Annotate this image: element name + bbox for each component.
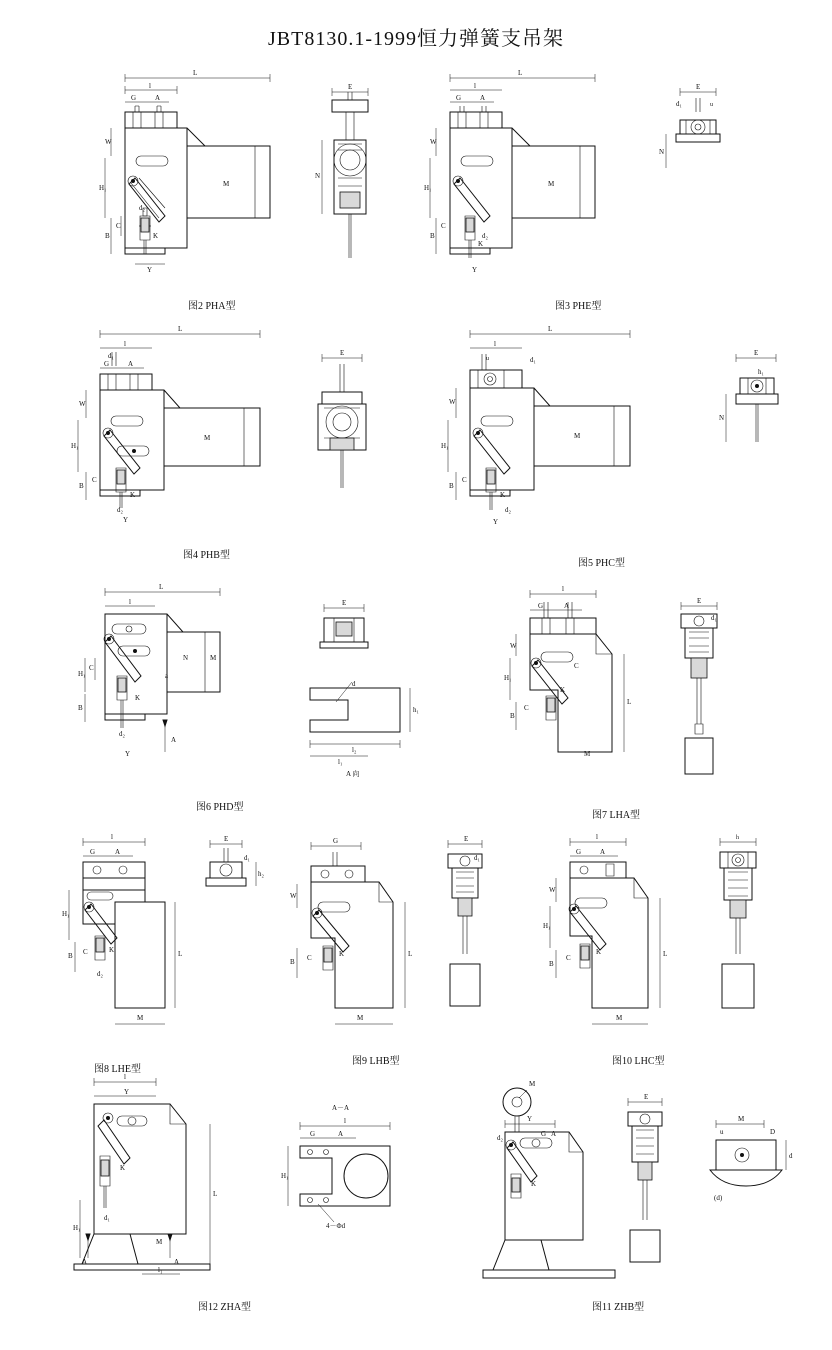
svg-text:M: M bbox=[210, 654, 217, 662]
figure-caption: 图3 PHE型 bbox=[555, 301, 602, 312]
svg-text:d: d bbox=[789, 1152, 793, 1160]
svg-text:E: E bbox=[754, 349, 759, 357]
figure-caption: 图2 PHA型 bbox=[188, 301, 236, 312]
svg-text:L: L bbox=[663, 950, 668, 958]
svg-text:H₁: H₁ bbox=[78, 670, 86, 678]
figure-lhb bbox=[275, 828, 425, 1043]
svg-text:L: L bbox=[548, 325, 553, 333]
svg-text:l₂: l₂ bbox=[352, 746, 357, 754]
svg-text:d₁: d₁ bbox=[711, 614, 717, 622]
svg-text:C: C bbox=[83, 948, 88, 956]
svg-text:A: A bbox=[155, 94, 161, 102]
figure-caption: 图9 LHB型 bbox=[352, 1056, 400, 1067]
svg-text:W: W bbox=[549, 886, 556, 894]
svg-text:K: K bbox=[531, 1180, 537, 1188]
svg-text:H₁: H₁ bbox=[424, 184, 432, 192]
svg-text:Y: Y bbox=[123, 516, 129, 524]
svg-text:C: C bbox=[566, 954, 571, 962]
svg-text:M: M bbox=[616, 1014, 623, 1022]
svg-text:h: h bbox=[736, 835, 739, 841]
svg-text:h₁: h₁ bbox=[413, 706, 419, 714]
figure-phd bbox=[55, 580, 275, 780]
svg-text:W: W bbox=[449, 398, 456, 406]
figure-phc bbox=[430, 322, 660, 532]
svg-text:K: K bbox=[120, 1164, 126, 1172]
svg-text:d₁: d₁ bbox=[474, 854, 480, 862]
svg-text:H₁: H₁ bbox=[543, 922, 551, 930]
svg-text:M: M bbox=[156, 1238, 163, 1246]
svg-text:B: B bbox=[449, 482, 454, 490]
svg-text:u: u bbox=[710, 102, 713, 108]
svg-text:K: K bbox=[560, 686, 566, 694]
svg-text:G: G bbox=[90, 848, 96, 856]
figure-caption: 图11 ZHB型 bbox=[592, 1302, 645, 1313]
svg-text:Y: Y bbox=[527, 1115, 533, 1123]
figure-phb-side-view bbox=[300, 346, 390, 496]
svg-text:B: B bbox=[290, 958, 295, 966]
svg-text:L: L bbox=[159, 583, 164, 591]
svg-text:d₂: d₂ bbox=[117, 506, 123, 514]
svg-text:E: E bbox=[340, 349, 345, 357]
svg-text:M: M bbox=[548, 180, 555, 188]
svg-text:N: N bbox=[719, 414, 725, 422]
svg-text:H₁: H₁ bbox=[73, 1224, 81, 1232]
svg-text:M: M bbox=[529, 1080, 536, 1088]
svg-text:h₂: h₂ bbox=[258, 870, 264, 878]
svg-text:l: l bbox=[344, 1117, 346, 1125]
svg-text:M: M bbox=[574, 432, 581, 440]
svg-text:l: l bbox=[474, 82, 476, 90]
figure-caption: 图12 ZHA型 bbox=[198, 1302, 252, 1313]
svg-text:Y: Y bbox=[125, 750, 131, 758]
svg-text:K: K bbox=[135, 694, 141, 702]
svg-text:K: K bbox=[478, 240, 484, 248]
svg-text:K: K bbox=[109, 946, 115, 954]
svg-text:l: l bbox=[124, 340, 126, 348]
svg-text:A 向: A 向 bbox=[346, 770, 360, 778]
svg-text:B: B bbox=[78, 704, 83, 712]
figure-phe-side-view bbox=[650, 82, 750, 192]
figure-lhb-side-view bbox=[430, 834, 500, 1014]
figure-lha bbox=[500, 580, 650, 780]
svg-text:W: W bbox=[79, 400, 86, 408]
svg-text:N: N bbox=[183, 654, 189, 662]
svg-text:l: l bbox=[149, 82, 151, 90]
svg-text:C: C bbox=[524, 704, 529, 712]
svg-text:h₁: h₁ bbox=[758, 368, 764, 376]
svg-text:Y: Y bbox=[147, 266, 153, 274]
figure-zhb bbox=[455, 1068, 630, 1283]
figure-caption: 图5 PHC型 bbox=[578, 558, 625, 569]
figure-lhc-side-view bbox=[690, 828, 790, 1018]
svg-text:L: L bbox=[213, 1190, 218, 1198]
svg-text:M: M bbox=[137, 1014, 144, 1022]
svg-text:C: C bbox=[92, 476, 97, 484]
svg-text:A: A bbox=[551, 1130, 557, 1138]
figure-lhe-side-view bbox=[190, 834, 270, 904]
figure-phb bbox=[60, 322, 290, 532]
svg-text:G: G bbox=[131, 94, 137, 102]
svg-text:d₂: d₂ bbox=[505, 506, 511, 514]
svg-text:d₂: d₂ bbox=[97, 970, 103, 978]
svg-text:4－Φd: 4－Φd bbox=[326, 1222, 346, 1230]
svg-text:H₁: H₁ bbox=[441, 442, 449, 450]
figure-phe bbox=[420, 68, 615, 283]
svg-text:d₂: d₂ bbox=[497, 1134, 503, 1142]
svg-text:A: A bbox=[128, 360, 134, 368]
figure-zhb-base-detail bbox=[690, 1110, 800, 1220]
figure-lha-side-view bbox=[655, 596, 745, 781]
svg-text:l₁: l₁ bbox=[338, 758, 343, 766]
figure-caption: 图6 PHD型 bbox=[196, 802, 244, 813]
svg-text:C: C bbox=[116, 222, 121, 230]
svg-text:H₁: H₁ bbox=[71, 442, 79, 450]
svg-text:E: E bbox=[464, 835, 469, 843]
svg-text:Y: Y bbox=[124, 1088, 130, 1096]
figure-caption: 图10 LHC型 bbox=[612, 1056, 665, 1067]
svg-text:K: K bbox=[500, 491, 506, 499]
svg-text:B: B bbox=[105, 232, 110, 240]
page-title: JBT8130.1-1999恒力弹簧支吊架 bbox=[268, 28, 564, 50]
svg-text:C: C bbox=[574, 662, 579, 670]
svg-text:E: E bbox=[224, 835, 229, 843]
svg-text:E: E bbox=[697, 597, 702, 605]
figure-zhb-side-view bbox=[610, 1090, 680, 1270]
svg-text:Y: Y bbox=[472, 266, 478, 274]
svg-text:L: L bbox=[178, 950, 183, 958]
svg-text:d₁: d₁ bbox=[244, 854, 250, 862]
svg-text:C: C bbox=[307, 954, 312, 962]
svg-text:D: D bbox=[770, 1128, 776, 1136]
svg-text:C: C bbox=[89, 664, 94, 672]
svg-text:H₁: H₁ bbox=[504, 674, 512, 682]
svg-text:l: l bbox=[111, 833, 113, 841]
figure-lhe bbox=[45, 828, 205, 1043]
svg-text:d₁: d₁ bbox=[104, 1214, 110, 1222]
svg-text:W: W bbox=[510, 642, 517, 650]
svg-text:A: A bbox=[82, 1258, 88, 1266]
svg-text:K: K bbox=[339, 950, 345, 958]
svg-text:L: L bbox=[408, 950, 413, 958]
figure-zha bbox=[60, 1068, 235, 1283]
svg-text:H₁: H₁ bbox=[62, 910, 70, 918]
svg-text:l: l bbox=[129, 598, 131, 606]
svg-text:A: A bbox=[171, 736, 177, 744]
svg-text:Y: Y bbox=[493, 518, 499, 526]
svg-text:u: u bbox=[486, 356, 489, 362]
svg-text:E: E bbox=[348, 83, 353, 91]
figure-caption: 图7 LHA型 bbox=[592, 810, 641, 821]
svg-text:E: E bbox=[696, 83, 701, 91]
svg-text:C: C bbox=[462, 476, 467, 484]
svg-text:l: l bbox=[596, 833, 598, 841]
svg-text:H₁: H₁ bbox=[281, 1172, 289, 1180]
svg-text:A－A: A－A bbox=[332, 1104, 350, 1112]
svg-text:G: G bbox=[310, 1130, 316, 1138]
svg-text:l: l bbox=[124, 1073, 126, 1081]
svg-text:G: G bbox=[576, 848, 582, 856]
svg-text:E: E bbox=[342, 599, 347, 607]
svg-text:B: B bbox=[510, 712, 515, 720]
svg-text:l: l bbox=[494, 340, 496, 348]
svg-text:G: G bbox=[456, 94, 462, 102]
svg-text:K: K bbox=[596, 948, 602, 956]
svg-text:A: A bbox=[600, 848, 606, 856]
figure-phc-side-view bbox=[710, 346, 810, 476]
svg-text:d₁: d₁ bbox=[108, 352, 114, 360]
svg-text:A: A bbox=[338, 1130, 344, 1138]
svg-text:H₁: H₁ bbox=[99, 184, 107, 192]
svg-text:A: A bbox=[174, 1258, 180, 1266]
svg-text:M: M bbox=[357, 1014, 364, 1022]
svg-text:l: l bbox=[562, 585, 564, 593]
svg-text:M: M bbox=[738, 1115, 745, 1123]
figure-lhc bbox=[530, 828, 680, 1043]
svg-text:N: N bbox=[315, 172, 321, 180]
svg-text:B: B bbox=[549, 960, 554, 968]
svg-text:M: M bbox=[204, 434, 211, 442]
svg-text:K: K bbox=[130, 491, 136, 499]
svg-text:(d): (d) bbox=[714, 1194, 723, 1202]
figure-pha bbox=[95, 68, 290, 283]
svg-text:M: M bbox=[584, 750, 591, 758]
figure-pha-side-view bbox=[310, 82, 390, 272]
svg-text:G: G bbox=[541, 1130, 547, 1138]
svg-text:d: d bbox=[352, 680, 356, 688]
svg-text:L: L bbox=[627, 698, 632, 706]
svg-text:B: B bbox=[79, 482, 84, 490]
svg-text:W: W bbox=[430, 138, 437, 146]
svg-text:G: G bbox=[538, 602, 544, 610]
svg-text:d₁: d₁ bbox=[676, 100, 682, 108]
figure-phd-view-a bbox=[290, 672, 420, 778]
svg-text:u: u bbox=[720, 1128, 724, 1136]
svg-text:M: M bbox=[223, 180, 230, 188]
svg-text:N: N bbox=[659, 148, 665, 156]
svg-text:G: G bbox=[104, 360, 110, 368]
figure-zha-section-aa bbox=[270, 1100, 420, 1235]
svg-text:C: C bbox=[441, 222, 446, 230]
svg-text:B: B bbox=[430, 232, 435, 240]
svg-text:A: A bbox=[564, 602, 570, 610]
svg-text:W: W bbox=[290, 892, 297, 900]
svg-text:a: a bbox=[165, 672, 169, 680]
svg-text:B: B bbox=[68, 952, 73, 960]
svg-text:A: A bbox=[115, 848, 121, 856]
figure-phd-aux-top bbox=[300, 596, 390, 656]
figure-caption: 图4 PHB型 bbox=[183, 550, 230, 561]
svg-text:G: G bbox=[333, 837, 339, 845]
svg-text:d₂: d₂ bbox=[139, 204, 145, 212]
svg-text:L: L bbox=[193, 69, 198, 77]
svg-text:d₂: d₂ bbox=[119, 730, 125, 738]
svg-text:l₁: l₁ bbox=[158, 1266, 163, 1274]
svg-text:L: L bbox=[518, 69, 523, 77]
svg-text:d₂: d₂ bbox=[482, 232, 488, 240]
svg-text:A: A bbox=[480, 94, 486, 102]
svg-text:L: L bbox=[178, 325, 183, 333]
svg-text:E: E bbox=[644, 1093, 649, 1101]
svg-text:d₁: d₁ bbox=[530, 356, 536, 364]
figure-caption: 图8 LHE型 bbox=[94, 1064, 141, 1075]
svg-text:K: K bbox=[153, 232, 159, 240]
svg-text:W: W bbox=[105, 138, 112, 146]
